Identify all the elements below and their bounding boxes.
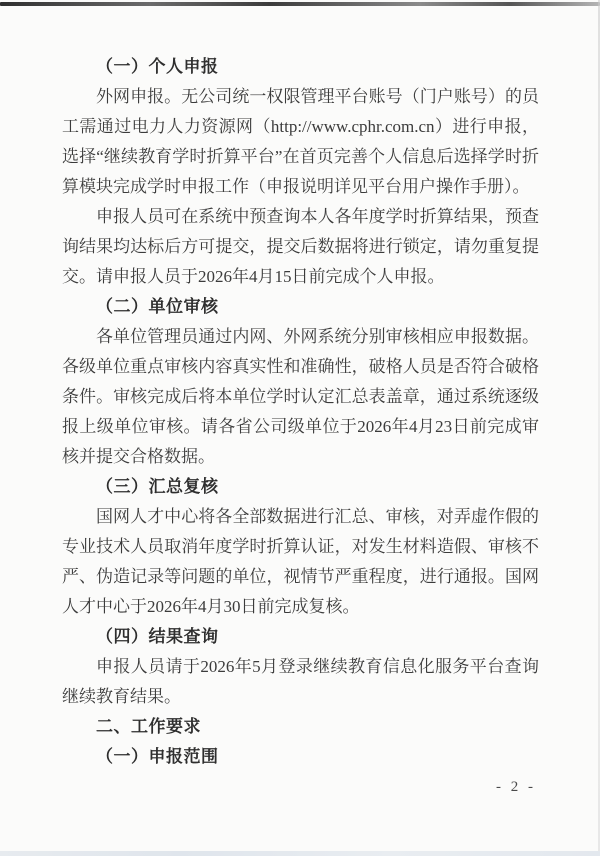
paragraph: 申报人员请于2026年5月登录继续教育信息化服务平台查询继续教育结果。: [62, 657, 539, 706]
section-heading: （四）结果查询: [96, 627, 219, 646]
document-section: [62, 712, 539, 742]
document-section: [62, 52, 539, 292]
section-heading: （一）申报范围: [96, 747, 219, 766]
scan-edge-top: [0, 2, 600, 6]
section-heading: （一）个人申报: [96, 57, 219, 76]
paragraph: 国网人才中心将各全部数据进行汇总、审核，对弄虚作假的专业技术人员取消年度学时折算认证，对发生材料造假、审核不严、伪造记录等问题的单位，视情节严重程度，进行通报。国网人才中心于2026年4月30日前完成复核。: [62, 507, 539, 616]
document-section: [62, 292, 539, 472]
document-section: [62, 742, 539, 772]
page-number: - 2 -: [496, 779, 536, 795]
paragraph: 申报人员可在系统中预查询本人各年度学时折算结果，预查询结果均达标后方可提交，提交后数据将进行锁定，请勿重复提交。请申报人员于2026年4月15日前完成个人申报。: [62, 207, 539, 286]
section-heading: （三）汇总复核: [96, 477, 219, 496]
document-section: [62, 622, 539, 712]
paragraph: 各单位管理员通过内网、外网系统分别审核相应申报数据。各级单位重点审核内容真实性和准确性，破格人员是否符合破格条件。审核完成后将本单位学时认定汇总表盖章，通过系统逐级报上级单位审核。请各省公司级单位于2026年4月23日前完成审核并提交合格数据。: [62, 327, 539, 466]
scan-edge-bottom: [0, 851, 600, 856]
section-heading: 二、工作要求: [96, 717, 201, 736]
document-content: [62, 52, 539, 772]
section-heading: （二）单位审核: [96, 297, 219, 316]
paragraph: 外网申报。无公司统一权限管理平台账号（门户账号）的员工需通过电力人力资源网（http://www.cphr.com.cn）进行申报，选择“继续教育学时折算平台”在首页完善个人信息后选择学时折算模块完成学时申报工作（申报说明详见平台用户操作手册）。: [62, 87, 539, 196]
document-section: [62, 472, 539, 622]
